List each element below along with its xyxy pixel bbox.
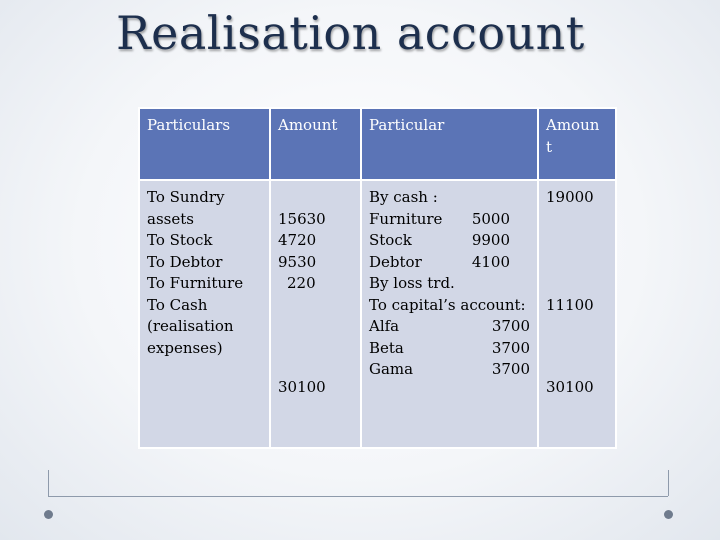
credit-amount-cash: 19000	[546, 188, 594, 206]
credit-amount-capital: 11100	[546, 295, 594, 314]
debit-item: (realisation	[147, 317, 234, 335]
debit-item: To Debtor	[147, 252, 223, 271]
debit-amount: 15630	[278, 209, 326, 228]
slide-frame-bottom-line	[48, 496, 668, 497]
debit-particulars-cell	[139, 180, 270, 448]
frame-dot-left	[44, 510, 53, 519]
credit-particulars-cell	[361, 180, 538, 448]
debit-amount: 220	[287, 274, 316, 292]
debit-total: 30100	[278, 378, 326, 396]
header-particular: Particular	[361, 108, 538, 180]
credit-item: Furniture 5000	[369, 209, 510, 228]
debit-item: To Sundry	[147, 188, 225, 206]
debit-item: To Stock	[147, 231, 213, 249]
table-row	[139, 180, 616, 448]
slide-frame-right-line	[668, 470, 669, 496]
page-title: Realisation account	[116, 6, 585, 60]
debit-amount: 9530	[278, 252, 317, 271]
header-amount: Amount	[270, 108, 361, 180]
credit-total: 30100	[546, 378, 594, 396]
credit-item: By cash :	[369, 188, 438, 206]
frame-dot-right	[664, 510, 673, 519]
credit-item: Beta 3700	[369, 338, 530, 357]
header-particulars: Particulars	[139, 108, 270, 180]
credit-amount-cell	[538, 180, 616, 448]
realisation-account-table	[138, 107, 617, 449]
debit-item: To Cash	[147, 295, 208, 314]
credit-item: To capital’s account:	[369, 295, 526, 314]
credit-item: Stock 9900	[369, 231, 510, 249]
credit-item: Gama 3700	[369, 360, 530, 378]
header-row	[139, 108, 616, 180]
debit-item: To Furniture	[147, 274, 244, 292]
debit-amount: 4720	[278, 231, 317, 249]
header-amount-2: Amoun t	[538, 108, 616, 180]
credit-item: Debtor 4100	[369, 252, 510, 271]
debit-item: assets	[147, 209, 194, 228]
credit-item: By loss trd.	[369, 274, 455, 292]
slide-frame-left-line	[48, 470, 49, 496]
debit-item: expenses)	[147, 338, 223, 357]
debit-amount-cell	[270, 180, 361, 448]
credit-item: Alfa 3700	[369, 317, 530, 335]
